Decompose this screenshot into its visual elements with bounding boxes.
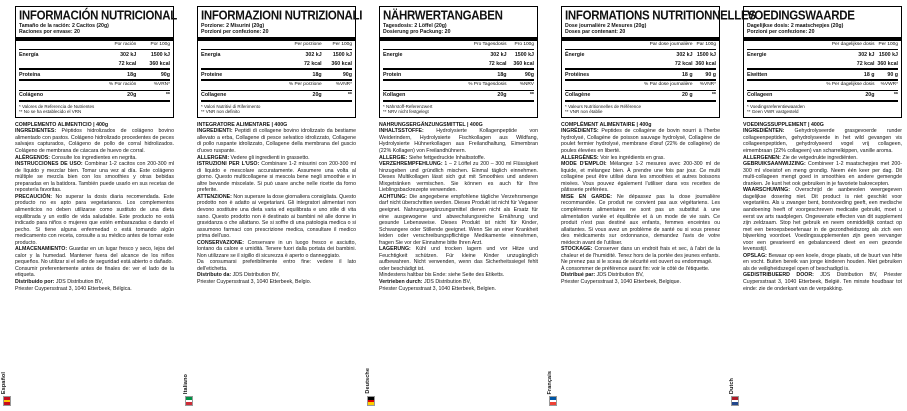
- label-paragraph: [15, 161, 174, 194]
- nutrition-table: [201, 41, 352, 102]
- col-rv-header: %VNR*: [693, 80, 716, 90]
- panel-content: [379, 6, 538, 406]
- paragraph-text: Peptidi di collagene bovino idrolizzato da bestiame allevato a erba, Collagene di pesce selvatico idrolizzato, Collagene di pollo ruspante idrolizzato, Collagene della membrana del guscio d'uovo ruspante.: [197, 128, 356, 155]
- paragraph-heading: ALMACENAMIENTO:: [15, 246, 68, 253]
- table-header-row-pct: [201, 80, 352, 90]
- collagen-serving: 20g: [91, 90, 136, 101]
- nutrition-title: VOEDINGSWAARDE: [747, 9, 855, 23]
- protein-serving: 18g: [91, 69, 136, 80]
- col-100g-header: Per 100g: [874, 41, 898, 50]
- servings-per-container: Raciones por envase: 20: [19, 29, 80, 36]
- paragraph-heading: INGRÉDIENTS:: [561, 128, 599, 135]
- nutrition-table: [19, 41, 170, 102]
- label-paragraph: [561, 246, 720, 266]
- paragraph-heading: LAGERUNG:: [379, 246, 411, 253]
- paragraph-text: Kühl und trocken lagern und vor Hitze und Feuchtigkeit schützen. Für kleine Kinder unzugänglich aufbewahren. Nicht verwenden, wenn das Sicherheitssiegel fehlt oder beschädigt ist.: [379, 246, 538, 272]
- paragraph-text: Combinar 1-2 cacitos con 200-300 ml de líquido y mezclar bien. Tomar una vez al día. Este colágeno múltiple se mezcla bien con los smoothies y otras bebidas preparadas en la batidora. También puede usarlo en sus recetas de repostería favoritas.: [15, 161, 174, 194]
- table-row-protein: [747, 69, 898, 80]
- paragraph-text: Mindestens haltbar bis Ende: siehe Seite des Etiketts.: [379, 272, 505, 279]
- protein-100g: 90g: [507, 69, 534, 80]
- paragraph-heading: INGREDIËNTEN:: [743, 128, 785, 135]
- label-paragraph: [15, 266, 174, 279]
- energy-kj-serving: 302 kJ: [120, 51, 137, 58]
- table-row-energy-kcal: [19, 59, 170, 69]
- energy-kcal-100g: 360 kcal: [136, 59, 170, 69]
- energy-kcal-100g: 360 kcal: [874, 59, 898, 69]
- paragraph-heading: CONSERVAZIONE:: [197, 239, 245, 246]
- collagen-label: Collageen: [747, 90, 819, 101]
- serving-size: Porzione: 2 Misurini (20g): [201, 23, 265, 29]
- paragraph-heading: GEDISTRIBUEERD DOOR:: [743, 272, 814, 279]
- serving-size: Tamaño de la ración: 2 Cacitos (20g): [19, 23, 109, 29]
- label-body-text: [15, 122, 174, 292]
- label-paragraphs: [379, 128, 538, 292]
- table-row-energy-kcal: [565, 59, 716, 69]
- paragraph-text: Priester Cuypersstraat 3, 1040 Etterbeek, Belgien.: [379, 285, 497, 292]
- paragraph-heading: Distribuido por:: [15, 278, 55, 285]
- collagen-rv: **: [874, 90, 898, 101]
- serving-size: Tagesdosis: 2 Löffel (20g): [383, 23, 447, 29]
- col-serving-header: Par dose journalière: [637, 41, 692, 50]
- footnote-2: ** Geen VWR vastgesteld: [747, 109, 799, 115]
- table-header-row: [201, 41, 352, 50]
- energy-kj-100g: 1500 kJ: [696, 51, 716, 58]
- nutrition-title: INFORMATIONS NUTRITIONNELLES: [565, 9, 756, 23]
- col-100g-header: Par 100g: [693, 41, 716, 50]
- table-row-energy-kcal: [747, 59, 898, 69]
- label-body-text: [743, 122, 902, 292]
- table-row-collagen: [19, 90, 170, 101]
- paragraph-text: Péptidos hidrolizados de colágeno bovino alimentado con pastos. Colágeno hidrolizado procedentes de peces salvajes capturados, Colágeno de pollo de corral hidrolizados. Colágeno de membrana de cáscara de huevo de corral.: [15, 128, 174, 155]
- energy-label: Energia: [201, 51, 221, 58]
- product-name: COMPLÉMENT ALIMENTAIRE | 400g: [561, 121, 652, 128]
- nutrition-table: [383, 41, 534, 102]
- table-row-protein: [19, 69, 170, 80]
- servings-per-container: Porzioni per confezione: 20: [747, 29, 815, 36]
- language-label: Italiano: [183, 373, 189, 394]
- energy-kj-100g: 1500 kJ: [878, 51, 898, 58]
- label-body-text: [561, 122, 720, 286]
- language-strip: [185, 6, 193, 406]
- footnote-2: ** VNR non definito: [201, 109, 240, 115]
- collagen-rv: **: [507, 90, 534, 101]
- table-row-energy-kcal: [201, 59, 352, 69]
- paragraph-heading: INGREDIENTI:: [197, 128, 233, 135]
- label-paragraph: [561, 194, 720, 246]
- energy-label: Energía: [19, 51, 39, 58]
- label-paragraph: [743, 161, 902, 187]
- label-paragraph: [379, 161, 538, 194]
- language-label: Dutch: [729, 377, 735, 394]
- table-row-energy-kj: [19, 50, 170, 60]
- table-row-energy-kj: [565, 50, 716, 60]
- product-name: NAHRUNGSERGÄNZUNGSMITTEL | 400G: [379, 121, 483, 128]
- protein-label: Protein: [383, 69, 455, 80]
- table-row-collagen: [383, 90, 534, 101]
- protein-label: Proteína: [19, 69, 91, 80]
- protein-label: Eiwitten: [747, 69, 819, 80]
- col-rv-header: %VNR*: [322, 80, 352, 90]
- protein-serving: 18 g: [819, 69, 874, 80]
- collagen-serving: 20g: [819, 90, 874, 101]
- protein-serving: 18g: [455, 69, 506, 80]
- collagen-label: Colágeno: [19, 90, 91, 101]
- servings-per-container: Dosierung pro Packung: 20: [383, 29, 451, 36]
- panel-content: [15, 6, 177, 406]
- label-paragraph: [743, 128, 902, 154]
- energy-kcal-100g: 360 kcal: [693, 59, 716, 69]
- paragraph-heading: INSTRUCCIONES DE USO:: [15, 161, 83, 168]
- nutrition-facts-box: [561, 6, 756, 118]
- paragraph-heading: ATTENZIONE:: [197, 193, 232, 200]
- label-paragraphs: [743, 128, 902, 292]
- collagen-rv: **: [136, 90, 170, 101]
- collagen-label: Collagène: [565, 90, 637, 101]
- label-paragraph: [15, 286, 174, 293]
- paragraph-heading: ALÉRGENOS:: [15, 154, 51, 161]
- col-serving-header: Per porzione: [273, 41, 321, 50]
- energy-kcal-100g: 360 kcal: [507, 59, 534, 69]
- paragraph-text: Combinare 1-2 misurini con 200-300 ml di liquido e mescolare accuratamente. Assumere una volta al giorno. Questo multicollagene si mescola bene negli smoothie e in altre bevande miscelate. Si può usare anche nelle ricette da forno preferite.: [197, 161, 356, 194]
- paragraph-text: JDS Distribution BV,: [54, 278, 103, 285]
- paragraph-text: Mélangez 1-2 mesures avec 200-300 ml de liquide, et mélangez bien. À prendre une fois par jour. Ce multi collagène peut être utilisé dans les smoothies et autres boissons mixées. Vous pouvez également l'utiliser dans vos recettes de pâtisserie préférées.: [561, 161, 720, 194]
- label-paragraph: [197, 259, 356, 272]
- label-paragraph: [15, 194, 174, 246]
- table-header-row: [383, 41, 534, 50]
- collagen-serving: 20 g: [637, 90, 692, 101]
- table-row-protein: [565, 69, 716, 80]
- paragraph-text: 1 – 2 Löffel zu 200 – 300 ml Flüssigkeit hinzugeben und gründlich mischen. Einmal täglich einnehmen. Dieses Multikollagen lässt sich gut mit Smoothies und anderen Mixgetränken vermischen. Sie können es auch für Ihre Lieblingsbackrezepte verwenden.: [379, 161, 538, 194]
- energy-kj-serving: 302 kJ: [490, 51, 507, 58]
- label-paragraph: [197, 128, 356, 154]
- energy-label: Energie: [383, 51, 403, 58]
- protein-serving: 18 g: [637, 69, 692, 80]
- paragraph-heading: OPSLAG:: [743, 252, 767, 259]
- label-paragraph: [379, 286, 538, 293]
- table-row-energy-kj: [747, 50, 898, 60]
- collagen-rv: **: [322, 90, 352, 101]
- label-paragraph: [197, 161, 356, 194]
- footnote-1: * Voedingsreferentiewaarden: [747, 103, 805, 109]
- paragraph-heading: WAARSCHUWING:: [743, 187, 790, 194]
- col-serving-header: Per dagelijkse dosis: [819, 41, 874, 50]
- table-header-row-pct: [565, 80, 716, 90]
- col-pct-serving-header: % Pro Tagesdosis: [455, 80, 506, 90]
- energy-kj-serving: 302 kJ: [305, 51, 322, 58]
- nutrition-table: [747, 41, 898, 102]
- energy-kcal-serving: 72 kcal: [819, 59, 874, 69]
- label-paragraph: [15, 246, 174, 266]
- protein-serving: 18g: [273, 69, 321, 80]
- energy-label: Energie: [747, 51, 767, 58]
- paragraph-text: Conservare in un luogo fresco e asciutto, lontano da calore e umidità. Tenere fuori dalla portata dei bambini. Non utilizzare se il sigillo di sicurezza è aperto o danneggiato.: [197, 239, 356, 259]
- table-row-energy-kj: [201, 50, 352, 60]
- paragraph-heading: ACHTUNG:: [379, 193, 407, 200]
- collagen-rv: **: [693, 90, 716, 101]
- table-header-row-pct: [747, 80, 898, 90]
- serving-size: Dagelijkse dosis: 2 maatschepjes (20g): [747, 23, 844, 29]
- label-paragraph: [379, 128, 538, 154]
- col-100g-header: Pro 100g: [507, 41, 534, 50]
- footnote-2: ** VNR non établie: [565, 109, 603, 115]
- paragraph-text: Combineer 1-2 maatschepjes met 200-300 ml vloeistof en meng grondig. Neem één keer per dag. Dit multi-collageen mengt goed in smoothies en andere gemengde dranken. Je kunt het ook gebruiken in je favoriete bakrecepten.: [743, 161, 902, 187]
- language-label: Français: [547, 370, 553, 394]
- paragraph-text: Gehydrolyseerde grasgevoerde runder collageenpeptiden, gehydrolyseerde in het wild gevangen vis collageenpeptiden, gehydrolyseerd vogel vrij collageen, eimembraan (22% collageen) van scharrelkippen, vanille aroma.: [743, 128, 902, 155]
- flag-icon: [731, 396, 739, 406]
- flag-icon: [549, 396, 557, 406]
- nutrition-footnotes: [201, 102, 352, 115]
- language-strip: [367, 6, 375, 406]
- nutrition-table: [565, 41, 716, 102]
- paragraph-heading: MODE D'EMPLOI:: [561, 161, 607, 168]
- paragraph-heading: INGREDIENTES:: [15, 128, 57, 135]
- table-header-row-pct: [19, 80, 170, 90]
- nutrition-title: INFORMACIÓN NUTRICIONAL: [19, 9, 177, 23]
- paragraph-text: Priester Cuypersstraat 3, 1040 Etterbeek, Bélgica.: [15, 285, 132, 292]
- protein-label: Protéines: [565, 69, 637, 80]
- nutrition-title: NÄHRWERTANGABEN: [383, 9, 503, 23]
- paragraph-text: No superar la dosis diaria recomendada. Este producto no es apto para vegetarianos. Los complementos alimenticios no deben utilizarse como sustituto de una dieta equilibrada y un estilo de vida saludable. Este producto no está indicado para niños o mujeres que estén embarazadas o dando el pecho. Si tiene alguna enfermedad o está tomando algún medicamento con receta, consulte a su médico antes de tomar este producto.: [15, 193, 174, 246]
- paragraph-text: Non superare la dose giornaliera consigliata. Questo prodotto non è adatto ai vegetariani. Gli integratori alimentari non devono sostituire una dieta varia ed equilibrata e uno stile di vita sano. Questo prodotto non è destinato ai bambini né alle donne in gravidanza o che allattano. Se si soffre di una patologia medica o si assumono farmaci con prescrizione medica, consultare il medico prima dell'uso.: [197, 193, 356, 240]
- table-row-energy-kj: [383, 50, 534, 60]
- table-row-collagen: [201, 90, 352, 101]
- protein-100g: 90 g: [693, 69, 716, 80]
- product-name: COMPLEMENTO ALIMENTICIO | 400g: [15, 121, 109, 128]
- language-label: Español: [1, 371, 7, 394]
- label-paragraph: [743, 253, 902, 273]
- collagen-serving: 20g: [273, 90, 321, 101]
- protein-label: Proteine: [201, 69, 273, 80]
- paragraph-heading: Distributo da:: [197, 272, 232, 279]
- paragraph-heading: PRECAUCIÓN:: [15, 193, 53, 200]
- paragraph-text: JDS Distribution BV, Priester Cuypersstraat 3, 1040 Etterbeek, België. Ten minste houdbaar tot einde: zie de onderkant van de verpakking.: [743, 272, 902, 292]
- footnote-1: * Nährstoff-Referenzwert: [383, 103, 433, 109]
- language-panel: [1, 6, 177, 406]
- servings-per-container: Doses par contenant: 20: [565, 29, 626, 36]
- label-paragraph: [15, 128, 174, 154]
- table-row-energy-kcal: [383, 59, 534, 69]
- energy-kj-serving: 302 kJ: [858, 51, 875, 58]
- label-paragraph: [561, 128, 720, 154]
- table-row-collagen: [565, 90, 716, 101]
- language-strip: [731, 6, 739, 406]
- language-label: Deutsche: [365, 368, 371, 394]
- footnote-1: * Valori Nutritivi di Riferimento: [201, 103, 261, 109]
- product-name: INTEGRATORE ALIMENTARE | 400G: [197, 121, 288, 128]
- paragraph-heading: STOCKAGE:: [561, 246, 593, 253]
- collagen-label: Collagene: [201, 90, 273, 101]
- collagen-label: Kollagen: [383, 90, 455, 101]
- energy-kj-100g: 1500 kJ: [150, 51, 170, 58]
- paragraph-text: Peptides de collagène de bovin nourri à l'herbe hydrolysé, Collagène de poisson sauvage hydrolysé, Collagène de poulet fermier hydrolysé, membrane d'œuf (22% de collagène) de poules élevées en liberté.: [561, 128, 720, 155]
- flag-icon: [185, 396, 193, 406]
- col-pct-serving-header: % Por ración: [91, 80, 136, 90]
- servings-per-container: Porzioni per confezione: 20: [201, 29, 269, 36]
- col-pct-serving-header: % Par dose journalière: [637, 80, 692, 90]
- energy-kj-serving: 302 kJ: [676, 51, 693, 58]
- footnote-2: ** No se ha establecido el VRN: [19, 109, 82, 115]
- paragraph-heading: GEBRUIKSAANWIJZING:: [743, 161, 806, 168]
- table-row-collagen: [747, 90, 898, 101]
- energy-kcal-serving: 72 kcal: [455, 59, 506, 69]
- paragraph-heading: Vertrieben durch:: [379, 278, 423, 285]
- col-100g-header: Por 100g: [136, 41, 170, 50]
- energy-kj-100g: 1500 kJ: [514, 51, 534, 58]
- language-strip: [3, 6, 11, 406]
- paragraph-text: Ne dépassez pas la dose journalière recommandée. Ce produit ne convient pas aux végétariens. Les compléments alimentaires ne sont pas un substitut à une alimentation variée et équilibrée et à un mode de vie sain. Ce produit n'est pas destiné aux enfants, femmes enceintes ou allaitantes. Si vous avez un problème de santé ou si vous prenez des médicaments sur ordonnance, demandez l'avis de votre médecin avant de l'utiliser.: [561, 193, 720, 246]
- paragraph-text: Zie de vetgedrukte ingrediënten.: [780, 154, 858, 161]
- energy-kj-100g: 1500 kJ: [332, 51, 352, 58]
- col-serving-header: Por ración: [91, 41, 136, 50]
- paragraph-text: Vedere gli ingredienti in grassetto.: [229, 154, 310, 161]
- protein-100g: 90g: [136, 69, 170, 80]
- label-paragraph: [379, 194, 538, 246]
- nutrition-facts-box: [197, 6, 363, 118]
- energy-kcal-serving: 72 kcal: [91, 59, 136, 69]
- paragraph-text: Siehe fettgedruckte Inhaltsstoffe.: [407, 154, 486, 161]
- paragraph-text: Voir les ingrédients en gras.: [598, 154, 665, 161]
- energy-kcal-serving: 72 kcal: [273, 59, 321, 69]
- table-row-protein: [383, 69, 534, 80]
- paragraph-text: Die angegebene empfohlene tägliche Verzehrsmenge darf nicht überschritten werden. Dieses Produkt ist nicht für Veganer geeignet. Nahrungsergänzungsmittel dienen nicht als Ersatz für eine ausgewogene und abwechslungsreiche Ernährung und gesunde Lebensweise. Dieses Produkt ist nicht für Kinder, Schwangere oder Stillende geeignet. Wenn Sie an einer Krankheit leiden oder verschreibungspflichtige Medikamente einnehmen, fragen Sie vor der Einnahme bitte Ihren Arzt.: [379, 193, 538, 246]
- label-body-text: [379, 122, 538, 292]
- label-paragraph: [743, 187, 902, 252]
- paragraph-text: Conserver dans un endroit frais et sec, à l'abri de la chaleur et de l'humidité. Tenez hors de la portée des jeunes enfants. Ne prenez pas si le sceau de sécurité est ouvert ou endommagé.: [561, 246, 720, 266]
- paragraph-heading: ALLERGIE:: [379, 154, 408, 161]
- paragraph-text: Bewaar op een koele, droge plaats, uit de buurt van hitte en vocht. Buiten bereik van jonge kinderen houden. Niet gebruiken als de veiligheidszegel open of beschadigd is.: [743, 252, 902, 272]
- paragraph-text: Priester Cuypersstraat 3, 1040 Etterbeek, Belgique.: [561, 278, 681, 285]
- footnote-1: * Valores de Referencia de Nutrientes: [19, 103, 95, 109]
- nutrition-facts-box: [15, 6, 177, 118]
- paragraph-text: Consumir preferentemente antes de finales de: ver el lado de la etiqueta.: [15, 265, 174, 279]
- energy-kcal-serving: 72 kcal: [637, 59, 692, 69]
- label-paragraph: [379, 246, 538, 272]
- col-rv-header: %VWR*: [874, 80, 898, 90]
- paragraph-heading: VERZEHREMPFEHLUNG:: [379, 161, 443, 168]
- paragraph-heading: MISE EN GARDE:: [561, 193, 612, 200]
- protein-100g: 90 g: [874, 69, 898, 80]
- label-paragraph: [561, 161, 720, 194]
- protein-100g: 90g: [322, 69, 352, 80]
- col-serving-header: Pro Tagesdosis: [455, 41, 506, 50]
- table-header-row: [747, 41, 898, 50]
- nutrition-facts-box: [743, 6, 902, 118]
- paragraph-text: JDS Distribution BV,: [595, 272, 644, 279]
- nutrition-footnotes: [19, 102, 170, 115]
- label-paragraphs: [197, 128, 356, 285]
- col-100g-header: Per 100g: [322, 41, 352, 50]
- table-header-row: [19, 41, 170, 50]
- paragraph-text: Hydrolysierte Kollagenpeptide von Weiderindern, Hydrolysierte Fischkollagen aus Wildfang, Hydrolysierte Hühnerkollagen aus Freilandhaltung, Eimembran (22% Kollagen) von Freilandhühnern.: [379, 128, 538, 155]
- flag-icon: [367, 396, 375, 406]
- paragraph-text: À consommer de préférence avant fin: voir le côté de l'étiquette.: [561, 265, 710, 272]
- paragraph-text: Guardar en un lugar fresco y seco, lejos del calor y la humedad. Mantener fuera del alcance de los niños pequeños. No utilizar si el sello de seguridad está abierto o dañado.: [15, 246, 174, 266]
- label-paragraph: [197, 194, 356, 240]
- table-row-protein: [201, 69, 352, 80]
- product-name: VOEDINGSSUPPLEMENT | 400G: [743, 121, 824, 128]
- paragraph-heading: INHALTSSTOFFE:: [379, 128, 424, 135]
- nutrition-footnotes: [383, 102, 534, 115]
- paragraph-text: Overschrijd de aanbevolen weergegeven dagelijkse dosering niet. Dit product is niet geschikt voor vegetariërs. Als u zwanger bent, borstvoeding geeft, een medische aandoening heeft of voorgeschreven medicatie gebruikt, moet u eerst uw arts raadplegen. Ongewenste effecten van dit supplement zijn zeldzaam. Stop het gebruik en neem onmiddellijk contact op met een beroepsbeoefenaar in de gezondheidszorg als zich een bijwerking voordoet. Voedingssupplementen zijn geen vervanger voor een gevarieerd en gebalanceerd dieet en een gezonde levensstijl.: [743, 187, 902, 253]
- label-paragraph: [197, 240, 356, 260]
- nutrition-footnotes: [747, 102, 898, 115]
- col-rv-header: %NRV: [507, 80, 534, 90]
- paragraph-heading: ALLERGÈNES:: [561, 154, 599, 161]
- footnote-1: * Valeurs Nutritionnelles de Référence: [565, 103, 641, 109]
- paragraph-heading: ALLERGENEN:: [743, 154, 781, 161]
- table-header-row: [565, 41, 716, 50]
- energy-label: Énergie: [565, 51, 585, 58]
- paragraph-heading: ALLERGENI:: [197, 154, 230, 161]
- paragraph-heading: Distribué par:: [561, 272, 596, 279]
- label-paragraphs: [15, 128, 174, 292]
- col-pct-serving-header: % Per porzione: [273, 80, 321, 90]
- nutrition-facts-box: [379, 6, 538, 118]
- label-paragraph: [561, 279, 720, 286]
- flag-icon: [3, 396, 11, 406]
- col-rv-header: %VRN*: [136, 80, 170, 90]
- paragraph-text: Priester Cuypersstraat 3, 1040 Etterbeek, Belgio.: [197, 278, 312, 285]
- panel-content: [743, 6, 902, 406]
- paragraph-text: Consulte los ingredientes en negrita.: [50, 154, 137, 161]
- label-body-text: [197, 122, 356, 286]
- energy-kcal-100g: 360 kcal: [322, 59, 352, 69]
- paragraph-text: JDS Distribution BV,: [422, 278, 472, 285]
- collagen-serving: 20g: [455, 90, 506, 101]
- language-panel: [367, 6, 538, 406]
- serving-size: Dose journalière 2 Mesures (20g): [565, 23, 647, 29]
- col-pct-serving-header: % Per dagelijkse dosis: [819, 80, 874, 90]
- footnote-2: ** NRV nicht festgelegt: [383, 109, 429, 115]
- language-panel: [731, 6, 902, 406]
- paragraph-heading: ISTRUZIONI PER L'USO:: [197, 161, 260, 168]
- label-paragraph: [197, 279, 356, 286]
- paragraph-text: JDS Distribution BV,: [231, 272, 280, 279]
- language-strip: [549, 6, 557, 406]
- table-header-row-pct: [383, 80, 534, 90]
- panel-content: [197, 6, 363, 406]
- nutrition-footnotes: [565, 102, 716, 115]
- label-paragraph: [743, 272, 902, 292]
- nutrition-title: INFORMAZIONI NUTRIZIONALI: [201, 9, 363, 23]
- language-panel: [183, 6, 363, 406]
- label-paragraphs: [561, 128, 720, 285]
- paragraph-text: Da consumarsi preferibilmente entro fine: vedere il lato dell'etichetta.: [197, 259, 356, 272]
